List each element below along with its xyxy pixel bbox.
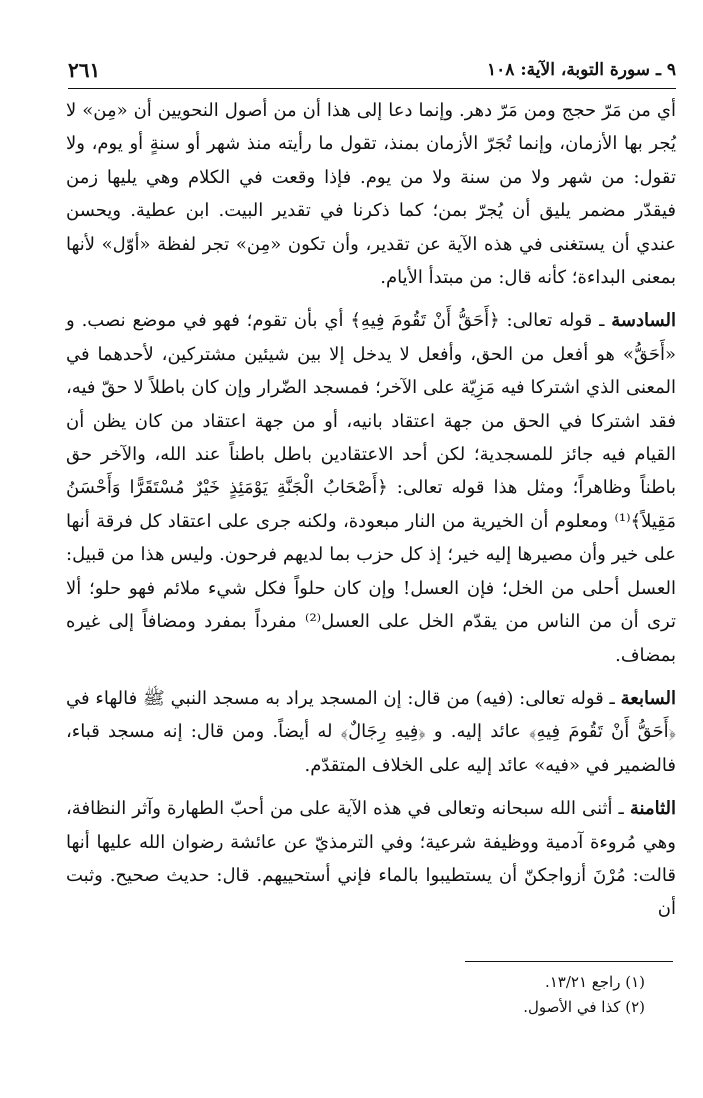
section-label: السابعة: [620, 687, 676, 709]
paragraph-eighth: [66, 792, 676, 926]
section-label: السادسة: [611, 310, 676, 332]
page-number: ٢٦١: [68, 58, 101, 82]
paragraph-sixth: [66, 304, 676, 671]
paragraph-seventh: [66, 682, 676, 782]
paragraph-continuation: [66, 94, 676, 294]
running-header: [68, 58, 676, 89]
footnote-item: (٢) كذا في الأصول.: [523, 998, 645, 1016]
section-label: الثامنة: [629, 798, 676, 820]
header-title: ٩ ـ سورة التوبة، الآية: ١٠٨: [487, 60, 676, 80]
main-text: [66, 94, 676, 926]
paragraph-text: ـ أثنى الله سبحانه وتعالى في هذه الآية على من أحبّ الطهارة وآثر النظافة، وهي مُروءة آدمية ووظيفة شرعية؛ وفي الترمذيّ عن عائشة رضوان الله عليها أنها قالت: مُرْنَ أزواجكنّ أن يستطيبوا بالماء فإني أستحييهم. قال: حديث صحيح. وثبت أن: [66, 798, 676, 920]
paragraph-text: أي من مَرّ حجج ومن مَرّ دهر. وإنما دعا إلى هذا أن من أصول النحويين أن «مِن» لا يُجر بها الأزمان، وإنما تُجَرّ الأزمان بمنذ، تقول ما رأيته منذ شهر أو سنةٍ أو يوم، ولا تقول: من شهر ولا من سنة ولا من يوم. فإذا وقعت في الكلام وهي يليها زمن فيقدّر مضمر يليق أن يُجرّ بمن؛ كما ذكرنا في تقدير البيت. ابن عطية. ويحسن عندي أن يستغنى في هذه الآية عن تقدير، وأن تكون «مِن» تجر لفظة «أوّل» لأنها بمعنى البداءة؛ كأنه قال: من مبتدأ الأيام.: [66, 100, 676, 289]
footnote-item: (١) راجع ١٣/٢١.: [544, 973, 645, 991]
footnote-divider: [465, 961, 673, 962]
paragraph-text: ـ قوله تعالى: ﴿أَحَقُّ أَنْ تَقُومَ فِيهِ﴾ أي بأن تقوم؛ فهو في موضع نصب. و «أَحَقُّ» هو أفعل من الحق، وأفعل لا يدخل إلا بين شيئين مشتركين، لأحدهما في المعنى الذي اشتركا فيه مَزِيّة على الآخر؛ فمسجد الضّرار وإن كان باطلاً لا حقّ فيه، فقد اشتركا في الحق من جهة اعتقاد بانيه، أو من جهة اعتقاد من كان يظن أن القيام فيه جائز للمسجدية؛ لكن أحد الاعتقادين باطل باطناً عند الله، والآخر حق باطناً وظاهراً؛ ومثل هذا قوله تعالى: ﴿أَصْحَابُ الْجَنَّةِ يَوْمَئِذٍ خَيْرٌ مُسْتَقَرًّا وَأَحْسَنُ مَقِيلاً﴾⁽¹⁾ ومعلوم أن الخيرية من النار مبعودة، ولكنه جرى على اعتقاد كل فرقة أنها على خير وأن مصيرها إليه خير؛ إذ كل حزب بما لديهم فرحون. وليس هذا من قبيل: العسل أحلى من الخل؛ فإن العسل! وإن كان حلواً فكل شيء ملائم فهو حلو؛ ألا ترى أن من الناس من يقدّم الخل على العسل⁽²⁾ مفرداً بمفرد ومضافاً إلى غيره بمضاف.: [66, 310, 677, 666]
paragraph-text: ـ قوله تعالى: (فيه) من قال: إن المسجد يراد به مسجد النبي ﷺ فالهاء في ﴿أَحَقُّ أَنْ تَقُومَ فِيهِ﴾ عائد إليه. و ﴿فِيهِ رِجَالٌ﴾ له أيضاً. ومن قال: إنه مسجد قباء، فالضمير في «فيه» عائد إليه على الخلاف المتقدّم.: [66, 687, 676, 776]
footnotes: [245, 970, 645, 1020]
